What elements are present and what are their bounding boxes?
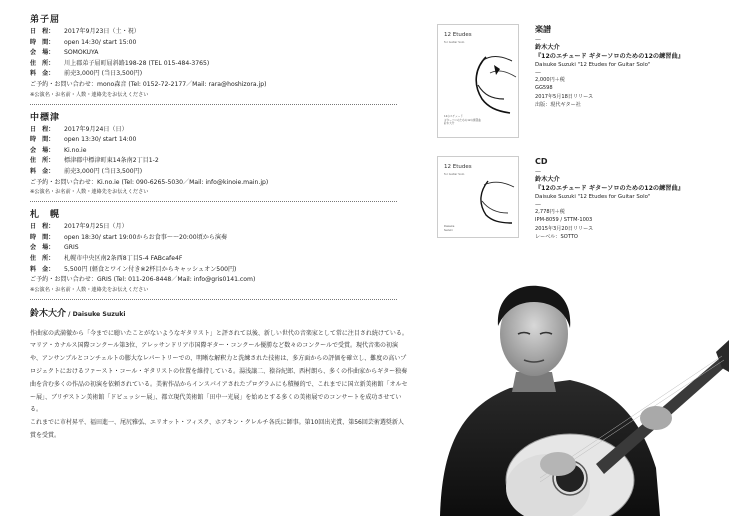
row-value: 2017年9月23日（土・祝） — [64, 28, 140, 35]
row-label: 住 所： — [30, 157, 55, 165]
venue-contact: ご予約・お問い合わせ：Ki.no.ie (Tel: 090-6265-5030／Mail: info@kinoie.main.jp) — [30, 178, 269, 186]
cover-footer — [444, 225, 454, 232]
release-artist: 鈴木大介 — [535, 176, 560, 183]
venue-note: ※公演名・お名前・人数・連絡先をお伝えください — [30, 189, 149, 196]
venue-place-row — [30, 243, 410, 254]
biography — [30, 307, 410, 443]
cover-title: 12 Etudes — [444, 164, 472, 170]
venue-address-row — [30, 254, 410, 265]
row-label: 料 金： — [30, 167, 55, 175]
release-title-en: Daisuke Suzuki "12 Etudes for Guitar Solo" — [535, 194, 651, 200]
venue-date-row — [30, 125, 410, 136]
venue-nakashibetsu — [30, 112, 410, 198]
artist-photo — [420, 268, 729, 516]
guitarist-illustration — [420, 268, 729, 516]
concert-schedule — [30, 14, 410, 443]
venue-address-row — [30, 156, 410, 167]
venue-time-row — [30, 233, 410, 244]
cover-foot-line: ギターソロのための12の練習曲 — [444, 118, 481, 122]
release-artist: 鈴木大介 — [535, 44, 560, 51]
venue-title: 中標津 — [30, 112, 61, 123]
divider — [30, 104, 397, 105]
venue-price-row — [30, 167, 410, 178]
row-value: 前売3,000円 (当日3,500円) — [64, 167, 143, 175]
row-value: SOMOKUYA — [64, 49, 99, 57]
row-value: GRIS — [64, 244, 79, 252]
release-type: CD — [535, 157, 548, 166]
score-cover-image — [437, 24, 519, 138]
row-label: 時 間： — [30, 136, 55, 144]
release-catalog: IPM-8059 / STTM-1003 — [535, 217, 593, 224]
cover-title: 12 Etudes — [444, 32, 472, 38]
row-value: 札幌市中央区南2条西8丁目5-4 FABcafe4F — [64, 254, 183, 262]
release-cd — [437, 156, 707, 246]
cover-footer — [444, 115, 481, 126]
venue-contact: ご予約・お問い合わせ：GRIS (Tel: 011-206-8448／Mail: info@gris0141.com) — [30, 276, 256, 284]
cover-subtitle: for Guitar Solo — [444, 172, 465, 176]
cover-foot-line: 鈴木大介 — [444, 122, 455, 126]
row-value: 2017年9月24日（日） — [64, 125, 128, 133]
cover-subtitle: for Guitar Solo — [444, 40, 465, 44]
venue-title: 札 幌 — [30, 210, 61, 221]
artist-name-en: / Daisuke Suzuki — [66, 310, 126, 318]
row-value: 5,500円 (軽食とワイン付き※2杯目からキャッシュオン500円) — [64, 265, 237, 273]
score-info — [535, 24, 707, 109]
venue-date-row — [30, 222, 410, 233]
venue-place-row — [30, 146, 410, 157]
release-type: 楽譜 — [535, 25, 551, 34]
row-label: 時 間： — [30, 233, 55, 241]
row-value: 川上郡弟子屈町屈斜路198-28 (TEL 015-484-3765) — [64, 59, 210, 67]
row-label: 料 金： — [30, 70, 55, 78]
release-catalog: GG598 — [535, 85, 553, 92]
venue-time-row — [30, 135, 410, 146]
row-label: 料 金： — [30, 265, 55, 273]
row-label: 住 所： — [30, 254, 55, 262]
cover-foot-line: 12のエチュード — [444, 115, 463, 118]
row-value: open 18:30/ start 19:00からお食事〜〜20:00頃から演奏 — [64, 233, 228, 241]
venue-note: ※公演名・お名前・人数・連絡先をお伝えください — [30, 286, 149, 293]
separator: — — [535, 168, 541, 175]
release-title: 『12のエチュード ギターソロのための12の練習曲』 — [535, 185, 684, 192]
release-title-en: Daisuke Suzuki "12 Etudes for Guitar Solo" — [535, 62, 651, 68]
venue-teshikaga — [30, 14, 410, 100]
release-score — [437, 24, 707, 144]
divider — [30, 201, 397, 202]
release-price: 2,778円＋税 — [535, 209, 565, 215]
row-label: 会 場： — [30, 244, 55, 252]
venue-contact: ご予約・お問い合わせ：mono森音 (Tel: 0152-72-2177／Mail: rara@hoshizora.jp) — [30, 80, 267, 88]
venue-title: 弟子屈 — [30, 15, 61, 25]
venue-sapporo — [30, 209, 410, 295]
bio-heading — [30, 307, 410, 322]
venue-place-row — [30, 48, 410, 59]
release-publisher: 出版：現代ギター社 — [535, 101, 581, 108]
release-price: 2,000円＋税 — [535, 77, 565, 83]
row-value: open 14:30/ start 15:00 — [64, 38, 137, 46]
row-value: 標津郡中標津町東14条南2丁目1-2 — [64, 157, 159, 165]
separator: — — [535, 201, 541, 208]
separator: — — [535, 36, 541, 43]
row-label: 住 所： — [30, 59, 55, 67]
row-value: Ki.no.ie — [64, 146, 87, 154]
row-label: 会 場： — [30, 146, 55, 154]
venue-price-row — [30, 69, 410, 80]
venue-note: ※公演名・お名前・人数・連絡先をお伝えください — [30, 91, 149, 98]
row-value: 前売3,000円 (当日3,500円) — [64, 70, 143, 78]
release-label: レーベル：SOTTO — [535, 233, 578, 240]
venue-address-row — [30, 59, 410, 70]
row-value: open 13:30/ start 14:00 — [64, 136, 137, 144]
row-label: 会 場： — [30, 49, 55, 57]
venue-time-row — [30, 38, 410, 49]
artist-name: 鈴木大介 — [30, 308, 67, 319]
separator: — — [535, 69, 541, 76]
cover-foot-line: Suzuki — [444, 228, 453, 232]
venue-price-row — [30, 265, 410, 276]
release-title: 『12のエチュード ギターソロのための12の練習曲』 — [535, 53, 684, 60]
row-label: 日 程： — [30, 223, 55, 231]
divider — [30, 299, 397, 300]
row-label: 日 程： — [30, 125, 55, 133]
bio-paragraph: これまでに市村昇平、福田進一、尾尻雅弘、エリオット・フィスク、ホアキン・クレルチ各氏に師事。第10回出光賞、第56回芸術選奨新人賞を受賞。 — [30, 419, 404, 440]
release-date: 2015年3月20日リリース — [535, 225, 594, 232]
release-date: 2017年5月18日リリース — [535, 93, 594, 100]
cd-cover-image — [437, 156, 519, 238]
row-label: 日 程： — [30, 28, 55, 35]
row-label: 時 間： — [30, 38, 55, 46]
row-value: 2017年9月25日（月） — [64, 223, 128, 231]
venue-date-row — [30, 27, 410, 38]
cover-foot-line: Daisuke — [444, 225, 455, 228]
cd-info — [535, 156, 707, 241]
bio-paragraph: 作曲家の武満徹から「今までに聴いたことがないようなギタリスト」と評されて以後、新しい世代の音楽家として常に注目され続けている。マリア・カナルス国際コンクール第3位、アレッサンドリア市国際ギター・コンクール優勝など数々のコンクールで受賞。現代音楽の初演や、アンサンブルとコンチェルトの膨大なレパートリーでの、明晰な解釈力と洗練された技術は、多方面からの評価を確立し、難度の高いプロジェクトにおけるファースト・コール・ギタリストの位置を維持している。湯浅譲二、猿谷紀郎、西村朗ら、多くの作曲家からギター独奏曲を含む多くの作品の初演を依頼されている。美術作品からインスパイアされたプログラムにも積極的で、これまでに国立新美術館「オルセー展」、ブリヂストン美術館「ドビュッシー展」、都立現代美術館「田中一光展」を始めとする多くの美術展でのコンサートを成功させている。 — [30, 329, 408, 414]
